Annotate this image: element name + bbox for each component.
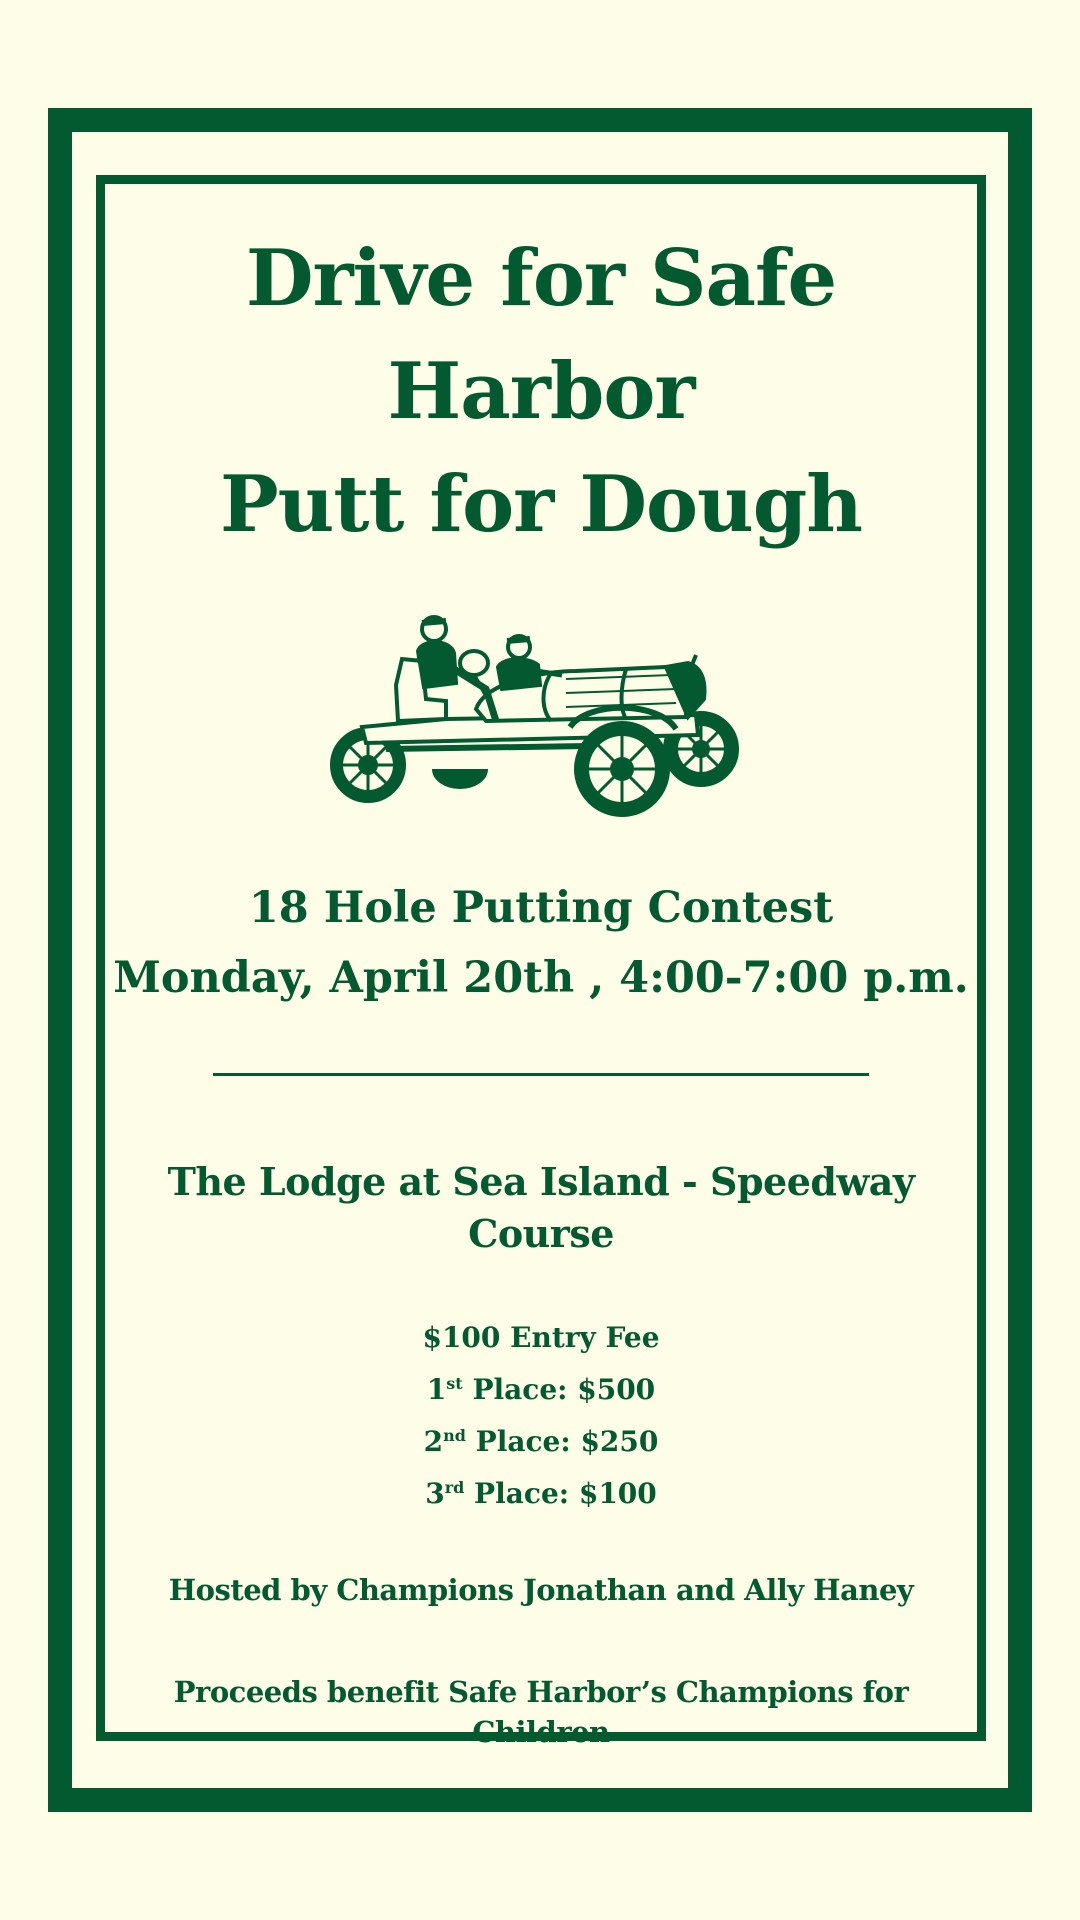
event-datetime: Monday, April 20th , 4:00-7:00 p.m. — [113, 953, 969, 1003]
third-place-prize — [105, 1468, 977, 1520]
flyer-title — [105, 184, 977, 561]
second-place-prize — [105, 1416, 977, 1468]
fee-list — [105, 1312, 977, 1520]
third-place-amount: Place: $100 — [464, 1477, 657, 1510]
first-place-prize — [105, 1364, 977, 1416]
entry-fee: $100 Entry Fee — [422, 1321, 660, 1354]
event-details — [105, 873, 977, 1013]
host-line: Hosted by Champions Jonathan and Ally Haney — [168, 1573, 914, 1607]
first-place-amount: Place: $500 — [462, 1373, 656, 1406]
venue-name: The Lodge at Sea Island - Speedway Course — [167, 1159, 915, 1256]
title-line-2: Putt for Dough — [219, 459, 863, 550]
second-place-number: 2 — [423, 1425, 444, 1458]
second-place-suffix: nd — [443, 1426, 466, 1445]
contest-name: 18 Hole Putting Contest — [248, 883, 834, 933]
flyer-content — [105, 184, 977, 1752]
vintage-race-car-icon — [326, 609, 756, 821]
third-place-number: 3 — [425, 1477, 445, 1510]
second-place-amount: Place: $250 — [465, 1425, 659, 1458]
first-place-suffix: st — [446, 1374, 463, 1393]
divider-line — [213, 1073, 869, 1076]
third-place-suffix: rd — [444, 1478, 465, 1497]
title-line-1: Drive for Safe Harbor — [245, 233, 837, 437]
proceeds-line: Proceeds benefit Safe Harbor’s Champions for Children — [173, 1675, 909, 1749]
first-place-number: 1 — [426, 1373, 447, 1406]
